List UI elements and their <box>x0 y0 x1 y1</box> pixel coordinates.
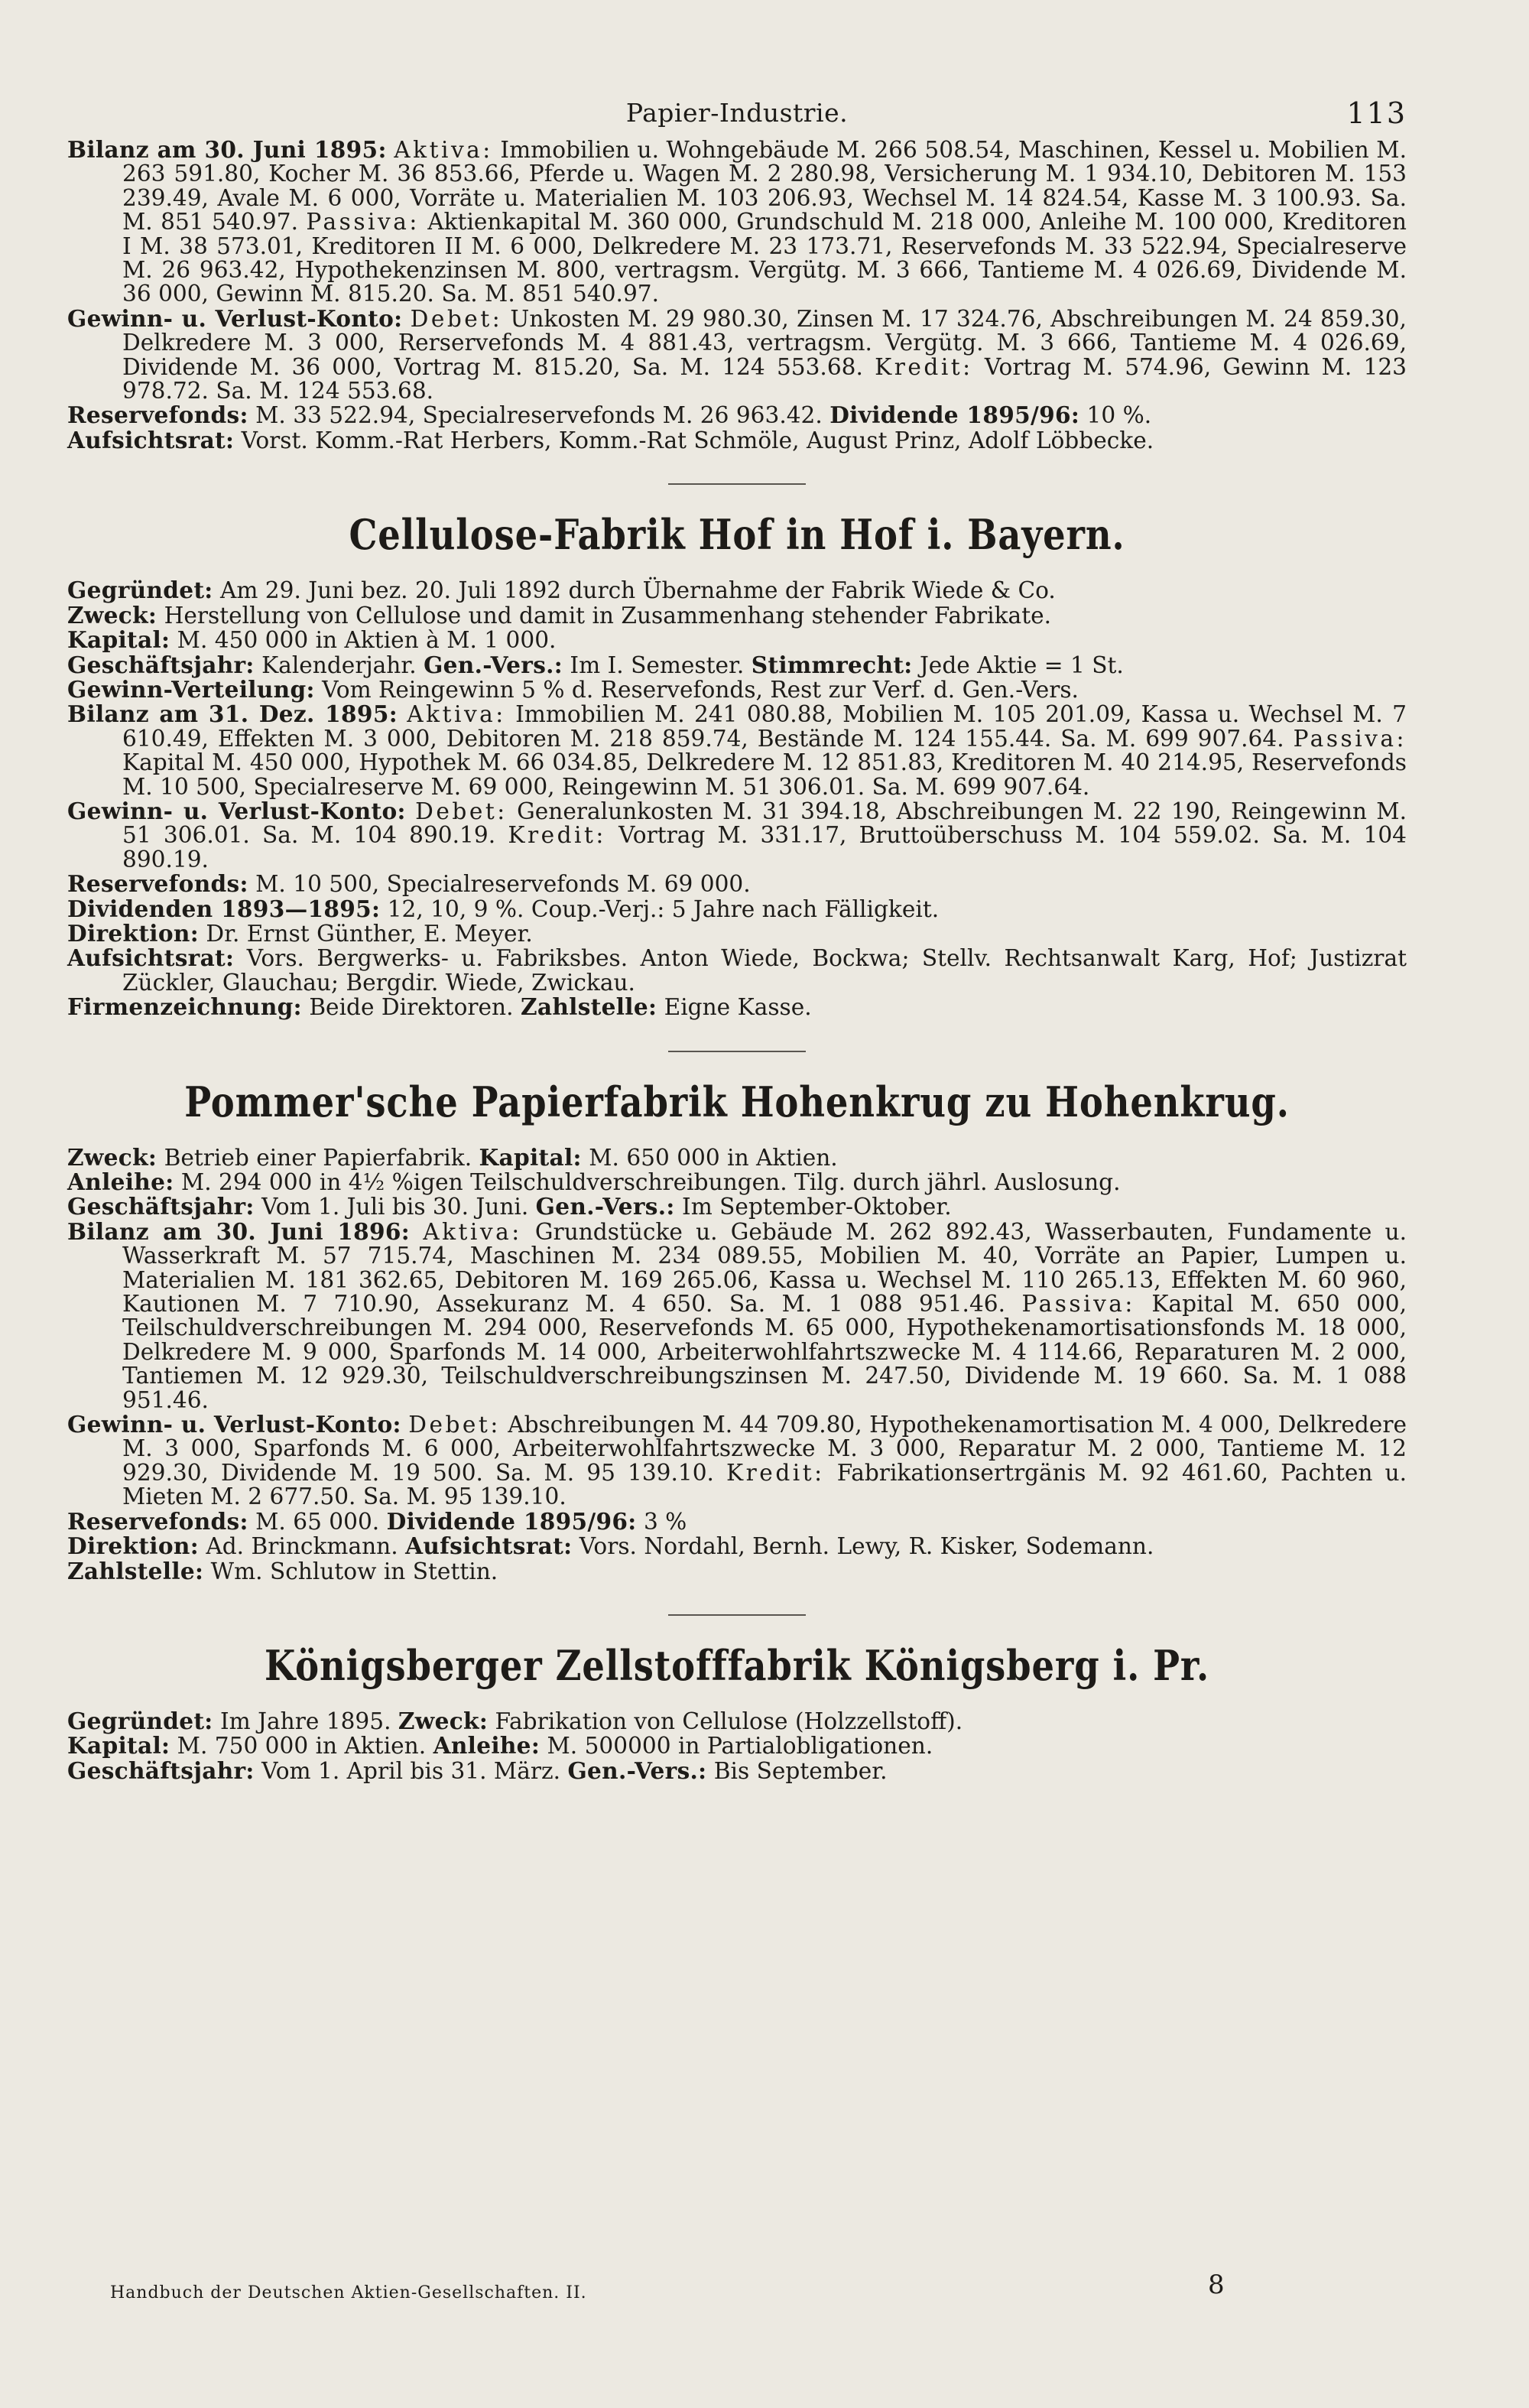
entry-geschaeftsjahr <box>67 1756 1407 1784</box>
entry-reserve <box>67 1509 1407 1534</box>
label-genvers: Gen.-Vers.: <box>567 1756 707 1784</box>
label-geschaeftsjahr: Geschäftsjahr: <box>67 1756 255 1784</box>
text-kredit: Vortrag M. 331.17, Bruttoüberschuss M. 104 559.02. Sa. M. 104 890.19. <box>122 822 1407 873</box>
entry-bilanz <box>67 702 1407 799</box>
company-title: Königsberger Zellstofffabrik Königsberg i. Pr. <box>264 1640 1210 1690</box>
section-continuation <box>67 138 1407 453</box>
label-gewinn: Gewinn- u. Verlust-Konto: <box>67 304 403 332</box>
label-zweck: Zweck: <box>67 601 157 629</box>
text-anleihe: M. 500000 in Partialobligationen. <box>547 1733 933 1760</box>
label-aktiva: Aktiva: <box>423 1218 522 1245</box>
sheet-mark: 8 <box>1208 2270 1225 2300</box>
text-genvers: Im I. Semester. <box>570 652 745 678</box>
label-aktiva: Aktiva: <box>407 701 506 728</box>
label-genvers: Gen.-Vers.: <box>535 1193 675 1220</box>
text-geschaeftsjahr: Vom 1. Juli bis 30. Juni. <box>261 1194 529 1220</box>
text-reserve: M. 10 500, Specialreservefonds M. 69 000. <box>255 871 751 898</box>
text-direktion: Ad. Brinckmann. <box>206 1533 398 1560</box>
label-debet: Debet: <box>410 305 503 332</box>
label-direktion: Direktion: <box>67 1532 199 1560</box>
text-gegruendet: Am 29. Juni bez. 20. Juli 1892 durch Übernahme der Fabrik Wiede & Co. <box>219 577 1056 604</box>
label-gegruendet: Gegründet: <box>67 1707 213 1734</box>
label-kapital: Kapital: <box>67 1732 170 1760</box>
footer-signature: Handbuch der Deutschen Aktien-Gesellschaften. II. <box>110 2283 587 2302</box>
text-stimmrecht: Jede Aktie = 1 St. <box>919 652 1124 678</box>
company-title: Pommer'sche Papierfabrik Hohenkrug zu Hohenkrug. <box>184 1077 1290 1126</box>
label-kredit: Kredit: <box>726 1459 825 1486</box>
text-aufsichtsrat: Vorst. Komm.-Rat Herbers, Komm.-Rat Schmöle, August Prinz, Adolf Löbbecke. <box>241 427 1154 453</box>
entry-gegruendet <box>67 578 1407 603</box>
entry-gegruendet <box>67 1709 1407 1734</box>
entry-direktion <box>67 921 1407 946</box>
section-koenigsberger-zellstofffabrik <box>67 1642 1407 1783</box>
entry-gewinn <box>67 1412 1407 1509</box>
text-gegruendet: Im Jahre 1895. <box>219 1708 391 1734</box>
label-zahlstelle: Zahlstelle: <box>520 993 657 1021</box>
text-zahlstelle: Eigne Kasse. <box>664 994 812 1021</box>
entry-anleihe <box>67 1170 1407 1194</box>
label-geschaeftsjahr: Geschäftsjahr: <box>67 1193 255 1220</box>
text-firmenzeichnung: Beide Direktoren. <box>309 994 514 1021</box>
text-kredit: Fabrikationsertrgänis M. 92 461.60, Pachten u. Mieten M. 2 677.50. Sa. M. 95 139.10. <box>122 1459 1407 1510</box>
text-passiva: Kapital M. 450 000, Hypothek M. 66 034.85, Delkredere M. 12 851.83, Kreditoren M. 40 214.95, Reservefonds M. 10 500, Specialreserve M. 69 000, Reingewinn M. 51 306.01. Sa. M. 699 907.64. <box>122 749 1407 800</box>
page-header <box>67 90 1407 138</box>
label-passiva: Passiva: <box>1293 725 1407 752</box>
entry-aufsichtsrat <box>67 428 1407 453</box>
label-dividende: Dividende 1895/96: <box>386 1507 637 1535</box>
label-dividende: Dividende 1895/96: <box>829 401 1080 429</box>
entry-gewinn <box>67 304 1407 405</box>
label-direktion: Direktion: <box>67 919 199 947</box>
entry-reserve <box>67 403 1407 427</box>
company-title: Cellulose-Fabrik Hof in Hof i. Bayern. <box>349 510 1125 560</box>
text-reserve: M. 65 000. <box>255 1508 380 1535</box>
label-kapital: Kapital: <box>67 626 170 654</box>
label-gewinn: Gewinn- u. Verlust-Konto: <box>67 1411 401 1438</box>
running-title: Papier-Industrie. <box>625 98 849 128</box>
label-bilanz: Bilanz am 30. Juni 1895: <box>67 136 387 163</box>
label-stimmrecht: Stimmrecht: <box>751 651 913 678</box>
text-kapital: M. 750 000 in Aktien. <box>177 1733 427 1760</box>
label-anleihe: Anleihe: <box>433 1732 541 1760</box>
label-reserve: Reservefonds: <box>67 1507 248 1535</box>
text-anleihe: M. 294 000 in 4½ %igen Teilschuldverschreibungen. Tilg. durch jährl. Auslosung. <box>180 1169 1121 1195</box>
label-kredit: Kredit: <box>875 353 973 380</box>
text-passiva: Aktienkapital M. 360 000, Grundschuld M. 218 000, Anleihe M. 100 000, Kreditoren I M. 38 573.01, Kreditoren II M. 6 000, Delkredere M. 23 173.71, Reservefonds M. 33 522.94, Specialreserve M. 26 963.42, Hypothekenzinsen M. 800, vertragsm. Vergütg. M. 3 666, Tantieme M. 4 026.69, Dividende M. 36 000, Gewinn M. 815.20. Sa. M. 851 540.97. <box>122 209 1407 307</box>
text-aktiva: Immobilien M. 241 080.88, Mobilien M. 105 201.09, Kassa u. Wechsel M. 7 610.49, Effekten M. 3 000, Debitoren M. 218 859.74, Bestände M. 124 155.44. Sa. M. 699 907.64. <box>122 701 1407 752</box>
label-gewinn-verteilung: Gewinn-Verteilung: <box>67 675 315 703</box>
entry-zweck <box>67 1143 1407 1171</box>
label-genvers: Gen.-Vers.: <box>424 651 563 678</box>
text-direktion: Dr. Ernst Günther, E. Meyer. <box>206 920 533 947</box>
text-aktiva: Grundstücke u. Gebäude M. 262 892.43, Wasserbauten, Fundamente u. Wasserkraft M. 57 715.74, Maschinen M. 234 089.55, Mobilien M. 40, Vorräte an Papier, Lumpen u. Materialien M. 181 362.65, Debitoren M. 169 265.06, Kassa u. Wechsel M. 110 265.13, Effekten M. 60 960, Kautionen M. 7 710.90, Assekuranz M. 4 650. Sa. M. 1 088 951.46. <box>122 1218 1407 1318</box>
section-cellulose-hof <box>67 511 1407 1019</box>
entry-geschaeftsjahr <box>67 653 1407 678</box>
label-bilanz: Bilanz am 30. Juni 1896: <box>67 1217 411 1245</box>
text-gewinn-verteilung: Vom Reingewinn 5 % d. Reservefonds, Rest zur Verf. d. Gen.-Vers. <box>322 676 1079 703</box>
text-geschaeftsjahr: Kalenderjahr. <box>261 652 417 678</box>
entry-zahlstelle <box>67 1559 1407 1584</box>
label-firmenzeichnung: Firmenzeichnung: <box>67 993 302 1021</box>
label-gewinn: Gewinn- u. Verlust-Konto: <box>67 797 406 824</box>
label-debet: Debet: <box>415 798 508 824</box>
text-zahlstelle: Wm. Schlutow in Stettin. <box>210 1558 498 1584</box>
text-dividenden: 12, 10, 9 %. Coup.-Verj.: 5 Jahre nach Fälligkeit. <box>387 895 940 922</box>
entry-kapital <box>67 1734 1407 1758</box>
entry-gewinn-verteilung <box>67 675 1407 703</box>
text-kredit: Vortrag M. 574.96, Gewinn M. 123 978.72. Sa. M. 124 553.68. <box>122 353 1407 405</box>
label-passiva: Passiva: <box>1021 1291 1135 1318</box>
entry-direktion <box>67 1534 1407 1558</box>
text-passiva: Kapital M. 650 000, Teilschuldverschreibungen M. 294 000, Reservefonds M. 65 000, Hypothekenamortisationsfonds M. 18 000, Delkredere M. 9 000, Sparfonds M. 14 000, Arbeiterwohlfahrtszwecke M. 4 114.66, Reparaturen M. 2 000, Tantiemen M. 12 929.30, Teilschuldverschreibungszinsen M. 247.50, Dividende M. 19 660. Sa. M. 1 088 951.46. <box>122 1291 1407 1413</box>
text-aktiva: Immobilien u. Wohngebäude M. 266 508.54, Maschinen, Kessel u. Mobilien M. 263 591.80, Kocher M. 36 853.66, Pferde u. Wagen M. 2 280.98, Versicherung M. 1 934.10, Debitoren M. 153 239.49, Avale M. 6 000, Vorräte u. Materialien M. 103 206.93, Wechsel M. 14 824.54, Kasse M. 3 100.93. Sa. M. 851 540.97. <box>122 137 1407 236</box>
entry-reserve <box>67 872 1407 896</box>
label-passiva: Passiva: <box>306 209 420 236</box>
text-dividende: 3 % <box>643 1508 687 1535</box>
label-aufsichtsrat: Aufsichtsrat: <box>67 944 235 972</box>
label-dividenden: Dividenden 1893—1895: <box>67 895 381 922</box>
entry-dividenden <box>67 897 1407 921</box>
text-genvers: Bis September. <box>713 1757 888 1784</box>
entry-geschaeftsjahr <box>67 1194 1407 1219</box>
entry-zweck <box>67 603 1407 628</box>
text-kapital: M. 450 000 in Aktien à M. 1 000. <box>177 627 557 654</box>
text-zweck: Fabrikation von Cellulose (Holzzellstoff). <box>495 1708 963 1734</box>
text-geschaeftsjahr: Vom 1. April bis 31. März. <box>261 1757 561 1784</box>
label-reserve: Reservefonds: <box>67 401 248 429</box>
text-zweck: Betrieb einer Papierfabrik. <box>164 1144 472 1171</box>
label-zweck: Zweck: <box>398 1707 489 1734</box>
section-pommersche-papierfabrik <box>67 1078 1407 1584</box>
text-zweck: Herstellung von Cellulose und damit in Zusammenhang stehender Fabrikate. <box>164 602 1052 629</box>
label-aufsichtsrat: Aufsichtsrat: <box>405 1532 573 1560</box>
entry-bilanz <box>67 1217 1407 1413</box>
entry-kapital <box>67 628 1407 652</box>
label-aufsichtsrat: Aufsichtsrat: <box>67 426 235 453</box>
label-debet: Debet: <box>408 1412 501 1438</box>
text-debet: Abschreibungen M. 44 709.80, Hypothekenamortisation M. 4 000, Delkredere M. 3 000, Sparfonds M. 6 000, Arbeiterwohlfahrtszwecke M. 3 000, Reparatur M. 2 000, Tantieme M. 12 929.30, Dividende M. 19 500. Sa. M. 95 139.10. <box>122 1412 1407 1486</box>
text-genvers: Im September-Oktober. <box>682 1194 952 1220</box>
label-geschaeftsjahr: Geschäftsjahr: <box>67 651 255 678</box>
label-kapital: Kapital: <box>479 1143 582 1171</box>
text-aufsichtsrat: Vors. Nordahl, Bernh. Lewy, R. Kisker, Sodemann. <box>579 1533 1154 1560</box>
text-aufsichtsrat: Vors. Bergwerks- u. Fabriksbes. Anton Wiede, Bockwa; Stellv. Rechtsanwalt Karg, Hof; Justizrat Zückler, Glauchau; Bergdir. Wiede, Zwickau. <box>122 945 1407 996</box>
section-divider <box>668 1051 806 1052</box>
label-gegruendet: Gegründet: <box>67 577 213 604</box>
text-reserve: M. 33 522.94, Specialreservefonds M. 26 963.42. <box>255 402 823 429</box>
text-dividende: 10 %. <box>1086 402 1152 429</box>
text-kapital: M. 650 000 in Aktien. <box>589 1144 838 1171</box>
text-debet: Generalunkosten M. 31 394.18, Abschreibungen M. 22 190, Reingewinn M. 51 306.01. Sa. M. 104 890.19. <box>122 798 1407 849</box>
label-aktiva: Aktiva: <box>394 137 493 163</box>
label-zahlstelle: Zahlstelle: <box>67 1557 204 1584</box>
label-reserve: Reservefonds: <box>67 870 248 898</box>
label-zweck: Zweck: <box>67 1143 157 1171</box>
entry-gewinn <box>67 799 1407 872</box>
label-anleihe: Anleihe: <box>67 1168 174 1195</box>
section-divider <box>668 1614 806 1616</box>
entry-bilanz <box>67 138 1407 307</box>
entry-firmenzeichnung <box>67 995 1407 1019</box>
text-debet: Unkosten M. 29 980.30, Zinsen M. 17 324.76, Abschreibungen M. 24 859.30, Delkredere M. 3 000, Rerservefonds M. 4 881.43, vertragsm. Vergütg. M. 3 666, Tantieme M. 4 026.69, Dividende M. 36 000, Vortrag M. 815.20, Sa. M. 124 553.68. <box>122 305 1407 380</box>
section-divider <box>668 483 806 485</box>
page-number: 113 <box>1346 96 1407 130</box>
label-bilanz: Bilanz am 31. Dez. 1895: <box>67 700 398 728</box>
entry-aufsichtsrat <box>67 946 1407 995</box>
label-kredit: Kredit: <box>508 822 606 849</box>
